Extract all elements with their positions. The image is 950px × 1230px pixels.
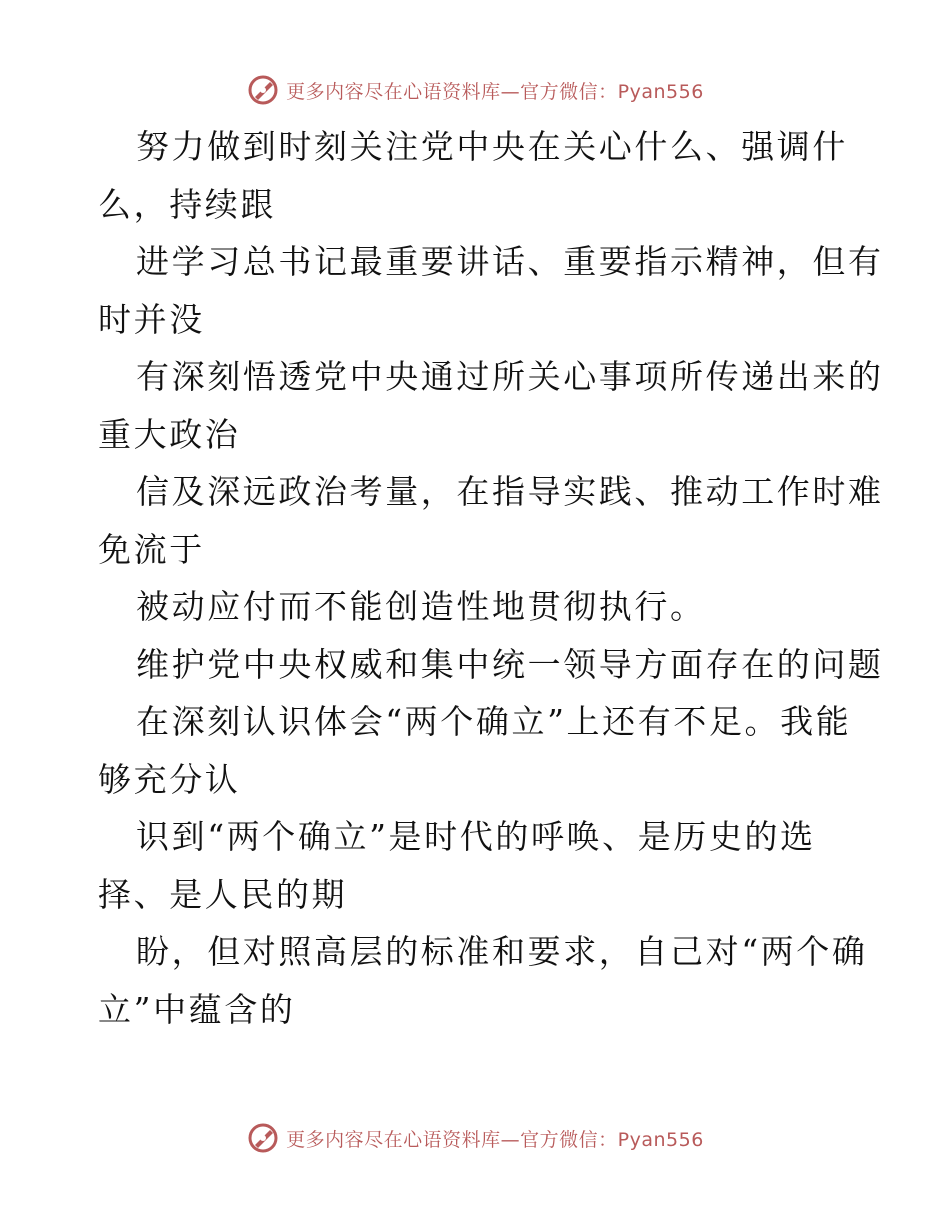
text-line: 识到“两个确立”是时代的呼唤、是历史的选 — [136, 817, 816, 856]
header-banner-text: 更多内容尽在心语资料库—官方微信：Pyan556 — [286, 80, 704, 103]
text-line: 盼，但对照高层的标准和要求，自己对“两个确 — [136, 932, 868, 971]
text-line: 择、是人民的期 — [98, 874, 348, 914]
text-line: 有深刻悟透党中央通过所关心事项所传递出来的 — [136, 357, 884, 396]
text-line: 被动应付而不能创造性地贯彻执行。 — [136, 587, 706, 626]
text-line: 时并没 — [98, 299, 205, 339]
text-line: 立”中蕴含的 — [98, 989, 296, 1029]
pen-circle-logo-icon — [246, 73, 280, 107]
text-line: 么，持续跟 — [98, 184, 276, 224]
text-line: 进学习总书记最重要讲话、重要指示精神，但有 — [136, 242, 884, 281]
text-line: 维护党中央权威和集中统一领导方面存在的问题 — [136, 644, 884, 684]
text-line: 信及深远政治考量，在指导实践、推动工作时难 — [136, 472, 884, 511]
header-banner — [0, 70, 950, 110]
pen-circle-logo-icon — [246, 1121, 280, 1155]
footer-banner — [0, 1118, 950, 1158]
text-line: 够充分认 — [98, 759, 241, 799]
text-line: 重大政治 — [98, 414, 241, 454]
footer-banner-text: 更多内容尽在心语资料库—官方微信：Pyan556 — [286, 1128, 704, 1151]
text-line: 在深刻认识体会“两个确立”上还有不足。我能 — [136, 702, 852, 741]
text-line: 努力做到时刻关注党中央在关心什么、强调什 — [136, 127, 848, 166]
document-body — [98, 118, 888, 1038]
text-line: 免流于 — [98, 529, 205, 569]
